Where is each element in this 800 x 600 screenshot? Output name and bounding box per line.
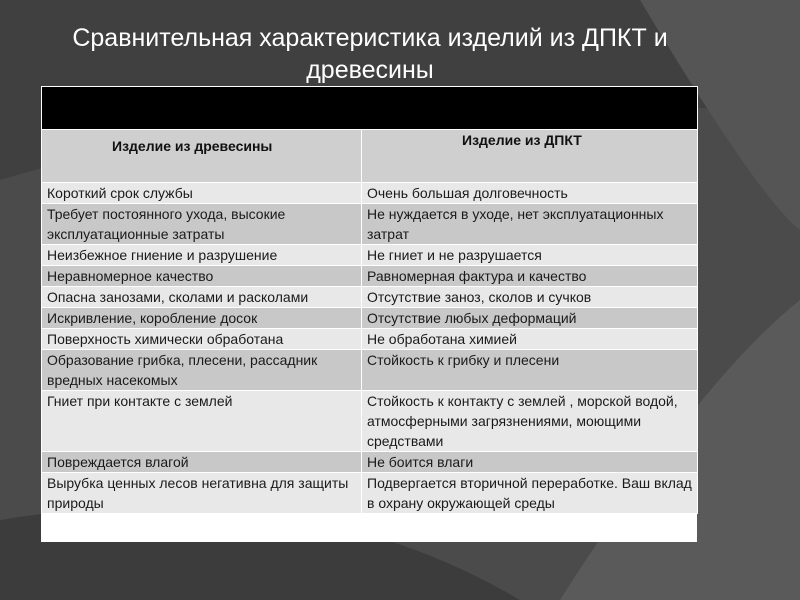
- dpkt-cell: Равномерная фактура и качество: [362, 266, 698, 287]
- table-row: [42, 452, 698, 473]
- slide-title-line-2: древесины: [306, 56, 434, 84]
- comparison-table-container: [41, 86, 697, 542]
- dpkt-cell: Не боится влаги: [362, 452, 698, 473]
- wood-cell: Короткий срок службы: [42, 183, 362, 204]
- dpkt-cell: Подвергается вторичной переработке. Ваш вклад в охрану окружающей среды: [362, 473, 698, 514]
- wood-cell: Гниет при контакте с землей: [42, 391, 362, 452]
- table-row: [42, 287, 698, 308]
- dpkt-cell: Стойкость к контакту с землей , морской водой, атмосферными загрязнениями, моющими средствами: [362, 391, 698, 452]
- table-banner: [42, 87, 698, 130]
- wood-cell: Неизбежное гниение и разрушение: [42, 245, 362, 266]
- comparison-table: [41, 86, 698, 514]
- wood-cell: Повреждается влагой: [42, 452, 362, 473]
- table-row: [42, 391, 698, 452]
- wood-cell: Опасна занозами, сколами и расколами: [42, 287, 362, 308]
- table-header-row: [42, 130, 698, 183]
- slide-title: [0, 22, 740, 86]
- dpkt-cell: Не нуждается в уходе, нет эксплуатационных затрат: [362, 204, 698, 245]
- header-wood: Изделие из древесины: [42, 130, 362, 183]
- table-row: [42, 204, 698, 245]
- dpkt-cell: Стойкость к грибку и плесени: [362, 350, 698, 391]
- dpkt-cell: Не гниет и не разрушается: [362, 245, 698, 266]
- table-row: [42, 183, 698, 204]
- dpkt-cell: Отсутствие любых деформаций: [362, 308, 698, 329]
- table-row: [42, 473, 698, 514]
- wood-cell: Вырубка ценных лесов негативна для защиты природы: [42, 473, 362, 514]
- table-banner-row: [42, 87, 698, 130]
- table-row: [42, 245, 698, 266]
- dpkt-cell: Не обработана химией: [362, 329, 698, 350]
- wood-cell: Образование грибка, плесени, рассадник вредных насекомых: [42, 350, 362, 391]
- table-row: [42, 329, 698, 350]
- table-row: [42, 266, 698, 287]
- wood-cell: Искривление, коробление досок: [42, 308, 362, 329]
- header-dpkt: Изделие из ДПКТ: [362, 130, 698, 183]
- wood-cell: Требует постоянного ухода, высокие эксплуатационные затраты: [42, 204, 362, 245]
- dpkt-cell: Очень большая долговечность: [362, 183, 698, 204]
- table-row: [42, 308, 698, 329]
- dpkt-cell: Отсутствие заноз, сколов и сучков: [362, 287, 698, 308]
- wood-cell: Неравномерное качество: [42, 266, 362, 287]
- wood-cell: Поверхность химически обработана: [42, 329, 362, 350]
- slide-title-line-1: Сравнительная характеристика изделий из ДПКТ и: [72, 24, 668, 52]
- table-row: [42, 350, 698, 391]
